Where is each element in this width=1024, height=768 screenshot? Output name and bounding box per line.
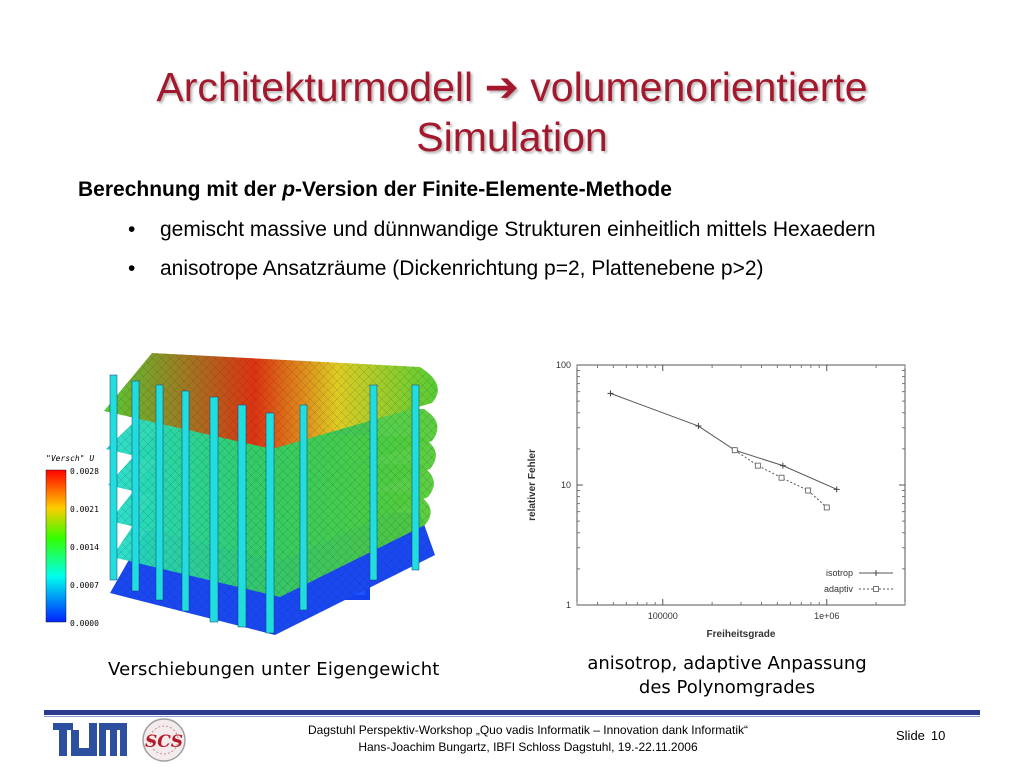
bullet-item (128, 253, 928, 284)
caption-line2: des Polynomgrades (638, 677, 816, 698)
bullet-text: anisotrope Ansatzräume (Dickenrichtung p=2, Plattenebene p>2) (160, 257, 764, 280)
slide-subtitle (78, 178, 672, 202)
footer-line2: Hans-Joachim Bungartz, IBFI Schloss Dagstuhl, 19.-22.11.2006 (358, 740, 698, 754)
legend-label: adaptiv (823, 584, 853, 594)
legend-tick: 0.0000 (70, 619, 99, 628)
building-model (104, 353, 438, 635)
slide-label: Slide (896, 728, 925, 743)
scs-logo (140, 716, 188, 764)
bullet-icon: • (128, 257, 136, 280)
data-point (779, 475, 784, 480)
legend-marker (874, 587, 879, 592)
footer-line1: Dagstuhl Perspektiv-Workshop „Quo vadis Informatik – Innovation dank Informatik“ (308, 723, 748, 737)
legend-tick: 0.0028 (70, 467, 99, 476)
data-point (806, 488, 811, 493)
x-axis-label: Freiheitsgrade (706, 629, 776, 640)
tum-logo-text: TUM (52, 721, 55, 722)
x-tick-label: 100000 (647, 611, 678, 621)
scs-logo-text: SCS (144, 732, 184, 752)
plot-frame (577, 365, 905, 605)
title-line2: Simulation (416, 114, 608, 160)
series-line-isotrop (610, 393, 836, 489)
data-point (755, 463, 760, 468)
bullet-item (128, 214, 928, 245)
subtitle-p: p (282, 178, 296, 201)
data-point (780, 463, 786, 469)
legend-marker (873, 570, 879, 576)
caption-line1: anisotrop, adaptive Anpassung (587, 653, 867, 674)
bullet-icon: • (128, 218, 136, 241)
tum-logo (52, 721, 128, 759)
right-figure-caption (552, 652, 902, 700)
subtitle-pre: Berechnung mit der (78, 178, 283, 201)
slide-number (896, 728, 951, 743)
data-point (824, 505, 829, 510)
slide-number-value: 10 (930, 728, 946, 743)
legend-tick: 0.0021 (70, 505, 99, 514)
legend-title: "Versch" U (46, 454, 95, 463)
bullet-text: gemischt massive und dünnwandige Strukturen einheitlich mittels Hexaedern (160, 218, 876, 241)
data-point (607, 390, 613, 396)
bullet-list (128, 214, 928, 292)
arrow-right-icon: ➔ (484, 64, 519, 110)
title-part1: Architekturmodell (156, 64, 474, 110)
color-legend-bar (46, 470, 66, 622)
x-tick-label: 1e+06 (814, 611, 840, 621)
title-part2: volumenorientierte (530, 64, 868, 110)
data-point (834, 486, 840, 492)
data-point (695, 423, 701, 429)
y-axis-label: relativer Fehler (527, 449, 538, 521)
subtitle-post: -Version der Finite-Elemente-Methode (295, 178, 672, 201)
data-point (732, 448, 737, 453)
fem-building-figure (40, 345, 490, 635)
y-tick-label: 1 (565, 600, 571, 610)
left-figure-caption: Verschiebungen unter Eigengewicht (108, 659, 440, 680)
y-tick-label: 100 (555, 360, 571, 370)
legend-label: isotrop (825, 568, 853, 578)
slide-title (0, 62, 1024, 162)
legend-tick: 0.0007 (70, 581, 99, 590)
legend-tick: 0.0014 (70, 543, 99, 552)
footer-bar (44, 710, 980, 715)
footer-text (228, 722, 828, 756)
y-tick-label: 10 (560, 480, 571, 490)
convergence-chart (515, 355, 915, 645)
